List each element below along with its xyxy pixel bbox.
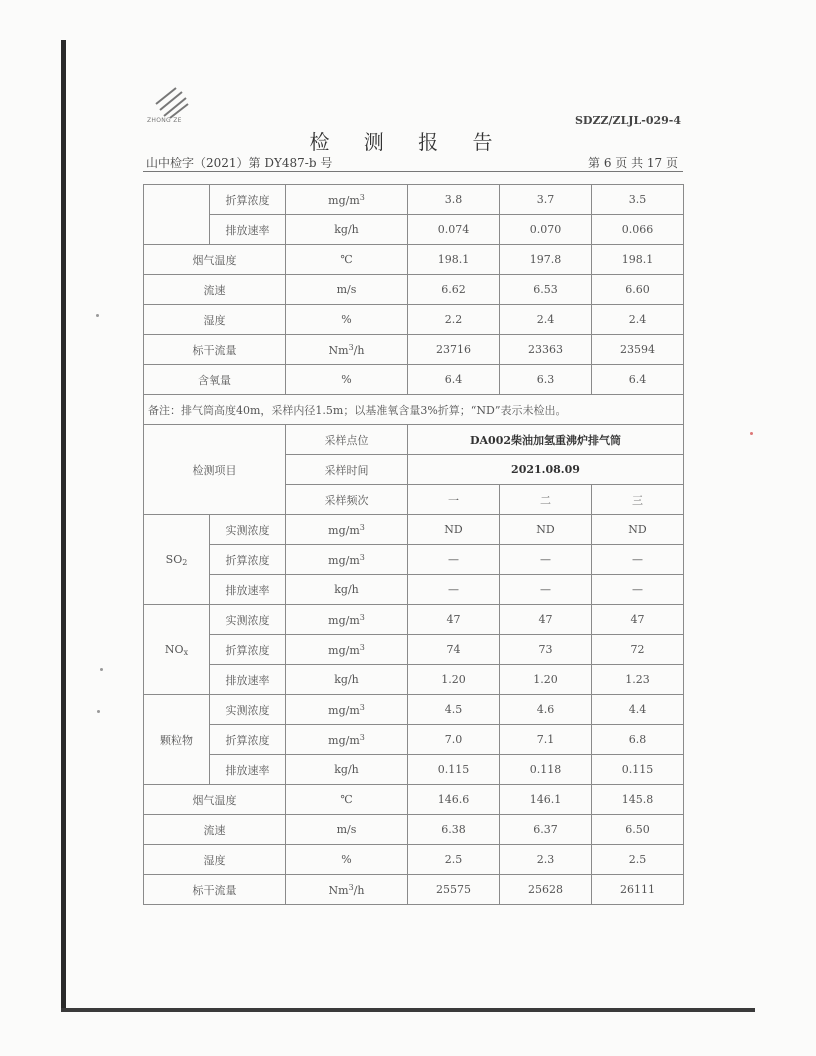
- continued-pollutant-cell: [144, 185, 210, 245]
- value-cell: ND: [592, 515, 684, 545]
- value-cell: 47: [408, 605, 500, 635]
- item-label: 折算浓度: [210, 725, 286, 755]
- value-cell: —: [592, 575, 684, 605]
- scan-speck: [96, 314, 99, 317]
- table-row: [144, 755, 684, 785]
- value-cell: 7.0: [408, 725, 500, 755]
- value-cell: 0.074: [408, 215, 500, 245]
- unit-cell: kg/h: [286, 755, 408, 785]
- report-number: 山中检字（2021）第 DY487-b 号: [146, 156, 333, 170]
- value-cell: 1.20: [408, 665, 500, 695]
- value-cell: 198.1: [592, 245, 684, 275]
- value-cell: 23594: [592, 335, 684, 365]
- frequency-value: 二: [500, 485, 592, 515]
- value-cell: 6.8: [592, 725, 684, 755]
- item-label: 含氧量: [144, 365, 286, 395]
- scan-edge-bottom: [61, 1008, 755, 1012]
- scan-speck: [100, 668, 103, 671]
- value-cell: 23716: [408, 335, 500, 365]
- unit-cell: $mg/m^3$: [286, 515, 408, 545]
- value-cell: 3.7: [500, 185, 592, 215]
- item-label: 烟气温度: [144, 245, 286, 275]
- value-cell: 2.5: [408, 845, 500, 875]
- unit-cell: ℃: [286, 245, 408, 275]
- time-label: 采样时间: [286, 455, 408, 485]
- value-cell: 4.4: [592, 695, 684, 725]
- value-cell: 7.1: [500, 725, 592, 755]
- frequency-label: 采样频次: [286, 485, 408, 515]
- item-label: 标干流量: [144, 875, 286, 905]
- header-divider: [143, 171, 683, 172]
- value-cell: 145.8: [592, 785, 684, 815]
- pollutant-label-pm: 颗粒物: [144, 695, 210, 785]
- item-label: 排放速率: [210, 575, 286, 605]
- table-row: [144, 515, 684, 545]
- value-cell: 47: [592, 605, 684, 635]
- scan-speck: [97, 710, 100, 713]
- value-cell: 73: [500, 635, 592, 665]
- unit-cell: Nm$^3$/h: [286, 875, 408, 905]
- scan-speck: [750, 432, 753, 435]
- item-label: 折算浓度: [210, 635, 286, 665]
- value-cell: 1.23: [592, 665, 684, 695]
- value-cell: 0.070: [500, 215, 592, 245]
- table-row: [144, 215, 684, 245]
- value-cell: 2.2: [408, 305, 500, 335]
- item-label: 流速: [144, 275, 286, 305]
- table-row: [144, 425, 684, 455]
- unit-cell: kg/h: [286, 665, 408, 695]
- value-cell: 197.8: [500, 245, 592, 275]
- unit-cell: kg/h: [286, 215, 408, 245]
- item-label: 烟气温度: [144, 785, 286, 815]
- value-cell: 6.37: [500, 815, 592, 845]
- frequency-value: 三: [592, 485, 684, 515]
- unit-cell: $mg/m^3$: [286, 635, 408, 665]
- table-row: [144, 725, 684, 755]
- table-row: [144, 365, 684, 395]
- table-row: [144, 695, 684, 725]
- site-label: 采样点位: [286, 425, 408, 455]
- value-cell: —: [408, 575, 500, 605]
- table-row: [144, 545, 684, 575]
- table-row: [144, 665, 684, 695]
- item-label: 流速: [144, 815, 286, 845]
- unit-cell: $mg/m^3$: [286, 545, 408, 575]
- table-row: [144, 335, 684, 365]
- item-label: 标干流量: [144, 335, 286, 365]
- item-label: 湿度: [144, 845, 286, 875]
- logo-text: ZHONG ZE: [147, 117, 182, 124]
- unit-cell: m/s: [286, 815, 408, 845]
- page-number: 第 6 页 共 17 页: [588, 156, 678, 170]
- value-cell: 198.1: [408, 245, 500, 275]
- value-cell: 6.50: [592, 815, 684, 845]
- unit-cell: $mg/m^3$: [286, 605, 408, 635]
- site-value: DA002柴油加氢重沸炉排气筒: [408, 425, 684, 455]
- table-row: [144, 395, 684, 425]
- value-cell: 6.60: [592, 275, 684, 305]
- value-cell: 3.5: [592, 185, 684, 215]
- unit-cell: %: [286, 365, 408, 395]
- unit-cell: $mg/m^3$: [286, 725, 408, 755]
- value-cell: 23363: [500, 335, 592, 365]
- value-cell: 2.3: [500, 845, 592, 875]
- unit-cell: ℃: [286, 785, 408, 815]
- value-cell: —: [500, 575, 592, 605]
- results-table: [143, 184, 684, 905]
- item-label: 排放速率: [210, 755, 286, 785]
- value-cell: 146.6: [408, 785, 500, 815]
- value-cell: 6.3: [500, 365, 592, 395]
- value-cell: 2.4: [592, 305, 684, 335]
- table-row: [144, 875, 684, 905]
- unit-cell: %: [286, 845, 408, 875]
- value-cell: 4.6: [500, 695, 592, 725]
- value-cell: 3.8: [408, 185, 500, 215]
- item-label: 实测浓度: [210, 605, 286, 635]
- time-value: 2021.08.09: [408, 455, 684, 485]
- table-row: [144, 185, 684, 215]
- table-row: [144, 815, 684, 845]
- value-cell: 6.62: [408, 275, 500, 305]
- table-note: 备注：排气筒高度40m，采样内径1.5m；以基准氧含量3%折算；“ND”表示未检出。: [144, 395, 684, 425]
- value-cell: —: [592, 545, 684, 575]
- value-cell: 47: [500, 605, 592, 635]
- value-cell: 72: [592, 635, 684, 665]
- item-label: 折算浓度: [210, 545, 286, 575]
- pollutant-label-nox: $NO_x$: [144, 605, 210, 695]
- unit-cell: $mg/m^3$: [286, 695, 408, 725]
- scan-edge-left: [61, 40, 66, 1012]
- value-cell: ND: [500, 515, 592, 545]
- table-row: [144, 245, 684, 275]
- value-cell: 0.066: [592, 215, 684, 245]
- item-label: 实测浓度: [210, 695, 286, 725]
- item-label: 排放速率: [210, 215, 286, 245]
- value-cell: —: [408, 545, 500, 575]
- item-label: 实测浓度: [210, 515, 286, 545]
- table-row: [144, 275, 684, 305]
- value-cell: 2.5: [592, 845, 684, 875]
- table-row: [144, 845, 684, 875]
- document-code: SDZZ/ZLJL-029-4: [574, 114, 681, 127]
- value-cell: —: [500, 545, 592, 575]
- value-cell: 4.5: [408, 695, 500, 725]
- value-cell: 74: [408, 635, 500, 665]
- value-cell: 0.115: [592, 755, 684, 785]
- table-row: [144, 635, 684, 665]
- item-label: 湿度: [144, 305, 286, 335]
- unit-cell: $mg/m^3$: [286, 185, 408, 215]
- table-row: [144, 575, 684, 605]
- frequency-value: 一: [408, 485, 500, 515]
- value-cell: 0.118: [500, 755, 592, 785]
- value-cell: 146.1: [500, 785, 592, 815]
- page-title: 检 测 报 告: [309, 130, 507, 154]
- table-row: [144, 305, 684, 335]
- item-label: 排放速率: [210, 665, 286, 695]
- unit-cell: %: [286, 305, 408, 335]
- value-cell: ND: [408, 515, 500, 545]
- value-cell: 26111: [592, 875, 684, 905]
- section-header-label: 检测项目: [144, 425, 286, 515]
- value-cell: 25575: [408, 875, 500, 905]
- item-label: 折算浓度: [210, 185, 286, 215]
- value-cell: 1.20: [500, 665, 592, 695]
- value-cell: 6.4: [408, 365, 500, 395]
- value-cell: 6.38: [408, 815, 500, 845]
- value-cell: 6.4: [592, 365, 684, 395]
- unit-cell: kg/h: [286, 575, 408, 605]
- unit-cell: Nm$^3$/h: [286, 335, 408, 365]
- value-cell: 6.53: [500, 275, 592, 305]
- value-cell: 0.115: [408, 755, 500, 785]
- table-row: [144, 785, 684, 815]
- pollutant-label-so2: $SO_2$: [144, 515, 210, 605]
- unit-cell: m/s: [286, 275, 408, 305]
- value-cell: 2.4: [500, 305, 592, 335]
- table-row: [144, 605, 684, 635]
- value-cell: 25628: [500, 875, 592, 905]
